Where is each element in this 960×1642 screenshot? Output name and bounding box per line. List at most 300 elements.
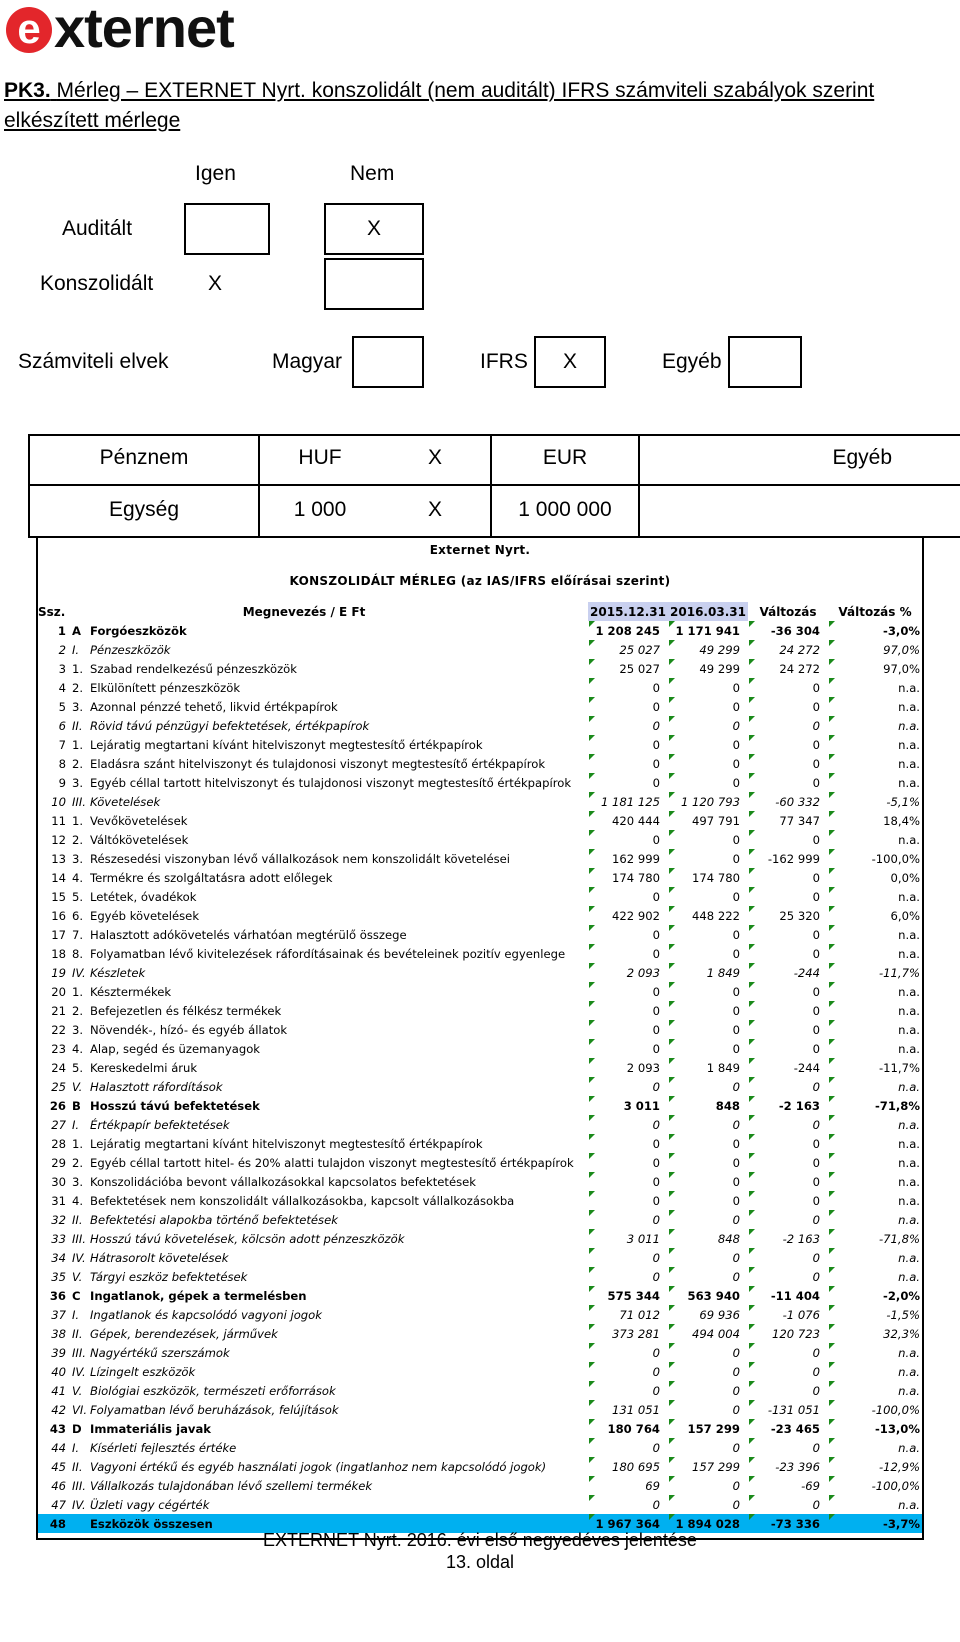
row-value-2015: 0 [588,678,668,697]
row-code: V. [72,1383,83,1398]
row-code: 5. [72,889,84,904]
row-name: Immateriális javak [90,1421,211,1436]
row-change-pct: n.a. [828,1115,922,1134]
row-change-pct: 97,0% [828,640,922,659]
row-change-pct: n.a. [828,944,922,963]
row-code: II. [72,1212,83,1227]
row-code: I. [72,1307,80,1322]
row-change-pct: n.a. [828,982,922,1001]
row-change-pct: 32,3% [828,1324,922,1343]
row-change-pct: n.a. [828,754,922,773]
row-code: C [72,1288,81,1303]
row-change-pct: n.a. [828,1001,922,1020]
row-value-2015: 0 [588,1248,668,1267]
row-value-2016: 0 [668,1134,748,1153]
row-code: 2. [72,680,84,695]
row-change-pct: -3,7% [828,1514,922,1533]
row-value-2015: 162 999 [588,849,668,868]
row-value-2015: 0 [588,716,668,735]
row-value-2016: 0 [668,1438,748,1457]
row-change: 0 [748,1077,828,1096]
row-change-pct: n.a. [828,716,922,735]
row-change-pct: n.a. [828,1343,922,1362]
row-value-2015: 0 [588,887,668,906]
row-value-2015: 575 344 [588,1286,668,1305]
row-ssz: 16 [51,908,66,923]
row-code: 1. [72,984,84,999]
row-value-2015: 0 [588,925,668,944]
table-row [38,1438,922,1457]
table-header-row [38,602,922,621]
row-value-2016: 0 [668,1495,748,1514]
row-change-pct: n.a. [828,1153,922,1172]
row-change-pct: n.a. [828,1381,922,1400]
row-change-pct: -71,8% [828,1229,922,1248]
row-change-pct: 97,0% [828,659,922,678]
row-code: 2. [72,1155,84,1170]
row-change: -244 [748,963,828,982]
row-value-2016: 0 [668,716,748,735]
row-change-pct: n.a. [828,1020,922,1039]
col-date-2016: 2016.03.31 [668,602,748,621]
table-row [38,754,922,773]
row-change-pct: 0,0% [828,868,922,887]
table-row [38,982,922,1001]
row-change-pct: -12,9% [828,1457,922,1476]
table-row [38,621,922,640]
row-value-2016: 494 004 [668,1324,748,1343]
row-ssz: 18 [51,946,66,961]
hungarian-box [352,336,424,388]
row-value-2016: 0 [668,735,748,754]
row-value-2015: 0 [588,1001,668,1020]
table-row [38,1039,922,1058]
ifrs-box [534,336,606,388]
row-name: Befektetések nem konszolidált vállalkozásokba, kapcsolt vállalkozásokba [90,1193,515,1208]
row-ssz: 14 [51,870,66,885]
footer-report-name: EXTERNET Nyrt. 2016. évi első negyedéves jelentése [263,1530,697,1550]
row-ssz: 13 [51,851,66,866]
row-name: Kísérleti fejlesztés értéke [90,1440,237,1455]
row-code: I. [72,642,80,657]
row-change: -11 404 [748,1286,828,1305]
row-value-2016: 0 [668,754,748,773]
table-row [38,849,922,868]
row-value-2016: 0 [668,773,748,792]
balance-sheet-table [38,602,922,1533]
row-value-2015: 0 [588,773,668,792]
row-change-pct: -5,1% [828,792,922,811]
row-change-pct: n.a. [828,1039,922,1058]
row-value-2015: 2 093 [588,963,668,982]
table-row [38,906,922,925]
huf-label: HUF [298,446,342,469]
row-value-2015: 0 [588,830,668,849]
row-value-2016: 0 [668,1476,748,1495]
row-change-pct: 18,4% [828,811,922,830]
unit-label: Egység [108,498,180,521]
row-change: 0 [748,1495,828,1514]
audited-label: Auditált [62,217,133,240]
row-code: A [72,623,81,638]
row-ssz: 21 [51,1003,66,1018]
row-change-pct: -100,0% [828,1476,922,1495]
row-code: 2. [72,832,84,847]
row-change: 24 272 [748,640,828,659]
row-change: 0 [748,1001,828,1020]
row-name: Folyamatban lévő beruházások, felújítások [90,1402,339,1417]
row-name: Hosszú távú követelések, kölcsön adott pénzeszközök [90,1231,405,1246]
row-name: Lejáratig megtartani kívánt hitelviszonyt megtestesítő értékpapírok [90,1136,483,1151]
table-row [38,1286,922,1305]
row-name: Lejáratig megtartani kívánt hitelviszonyt megtestesítő értékpapírok [90,737,483,752]
row-value-2016: 1 849 [668,1058,748,1077]
row-change: 0 [748,1210,828,1229]
row-name: Eladásra szánt hitelviszonyt és tulajdonosi viszonyt megtestesítő értékpapírok [90,756,546,771]
table-row [38,773,922,792]
row-code: 3. [72,1174,84,1189]
row-code: 4. [72,870,84,885]
row-name: Hosszú távú befektetések [90,1098,260,1113]
row-name: Üzleti vagy cégérték [90,1497,210,1512]
row-value-2015: 0 [588,1039,668,1058]
row-code: 8. [72,946,84,961]
row-value-2016: 0 [668,1172,748,1191]
row-value-2015: 0 [588,1210,668,1229]
row-name: Halasztott adókövetelés várhatóan megtérülő összege [90,927,407,942]
row-change-pct: n.a. [828,1267,922,1286]
row-change: 0 [748,754,828,773]
row-code: 2. [72,1003,84,1018]
row-ssz: 22 [51,1022,66,1037]
row-ssz: 25 [51,1079,66,1094]
row-value-2015: 0 [588,1343,668,1362]
table-row [38,925,922,944]
row-value-2015: 1 967 364 [588,1514,668,1533]
row-value-2015: 3 011 [588,1096,668,1115]
row-change-pct: -13,0% [828,1419,922,1438]
col-ssz: Ssz. [38,604,66,619]
row-value-2015: 422 902 [588,906,668,925]
row-change: -1 076 [748,1305,828,1324]
table-row [38,1400,922,1419]
other-principles-label: Egyéb [662,350,722,373]
row-change-pct: n.a. [828,925,922,944]
row-ssz: 7 [58,737,66,752]
row-ssz: 48 [38,1514,70,1533]
row-value-2015: 0 [588,1077,668,1096]
row-value-2016: 0 [668,1400,748,1419]
row-ssz: 39 [51,1345,66,1360]
table-row [38,640,922,659]
row-ssz: 11 [51,813,66,828]
table-row [38,678,922,697]
row-change: 0 [748,868,828,887]
row-ssz: 17 [51,927,66,942]
row-value-2016: 49 299 [668,640,748,659]
table-row [38,963,922,982]
table-row [38,1115,922,1134]
row-name: Rövid távú pénzügyi befektetések, értékpapírok [90,718,370,733]
audited-yes-box [184,203,270,255]
currency-unit-grid [28,434,960,538]
row-change-pct: -2,0% [828,1286,922,1305]
table-row [38,1457,922,1476]
row-value-2015: 0 [588,1191,668,1210]
row-code: V. [72,1269,83,1284]
row-change-pct: n.a. [828,1077,922,1096]
row-ssz: 44 [51,1440,66,1455]
row-name: Vállalkozás tulajdonában lévő szellemi termékek [90,1478,373,1493]
row-ssz: 32 [51,1212,66,1227]
row-value-2015: 0 [588,697,668,716]
row-value-2015: 0 [588,1267,668,1286]
table-row [38,716,922,735]
table-row [38,1495,922,1514]
table-row [38,1381,922,1400]
unit-thousand-label: 1 000 [293,498,347,521]
row-code: D [72,1421,82,1436]
row-code: I. [72,1117,80,1132]
row-code: III. [72,794,86,809]
row-change-pct: n.a. [828,678,922,697]
row-name: Részesedési viszonyban lévő vállalkozások nem konszolidált követelései [90,851,510,866]
row-change: -2 163 [748,1096,828,1115]
row-name: Alap, segéd és üzemanyagok [90,1041,261,1056]
row-change-pct: n.a. [828,1438,922,1457]
row-change: -23 396 [748,1457,828,1476]
row-value-2015: 71 012 [588,1305,668,1324]
row-code: 3. [72,699,84,714]
row-value-2015: 1 208 245 [588,621,668,640]
row-name: Szabad rendelkezésű pénzeszközök [90,661,297,676]
row-change: 0 [748,1153,828,1172]
row-ssz: 29 [51,1155,66,1170]
title-text: Mérleg – EXTERNET Nyrt. konszolidált (nem auditált) IFRS számviteli szabályok szerint elkészített mérlege [4,79,875,132]
row-name: Befejezetlen és félkész termékek [90,1003,282,1018]
hungarian-label: Magyar [272,350,343,373]
row-code: 3. [72,775,84,790]
row-change-pct: 6,0% [828,906,922,925]
row-code: 3. [72,851,84,866]
row-name: Váltókövetelések [90,832,189,847]
table-row [38,1419,922,1438]
row-value-2015: 373 281 [588,1324,668,1343]
row-ssz: 24 [51,1060,66,1075]
row-name: Ingatlanok és kapcsolódó vagyoni jogok [90,1307,322,1322]
row-code: 6. [72,908,84,923]
row-value-2015: 420 444 [588,811,668,830]
row-ssz: 41 [51,1383,66,1398]
yes-label: Igen [195,162,236,185]
row-value-2015: 180 695 [588,1457,668,1476]
table-row [38,659,922,678]
row-change-pct: n.a. [828,1191,922,1210]
row-value-2016: 1 849 [668,963,748,982]
row-code: I. [72,1440,80,1455]
row-value-2016: 0 [668,1020,748,1039]
balance-sheet-title: KONSZOLIDÁLT MÉRLEG (az IAS/IFRS előírásai szerint) [289,574,671,588]
table-row [38,1134,922,1153]
row-name: Vevőkövetelések [90,813,188,828]
table-row [38,1248,922,1267]
row-change: 0 [748,1115,828,1134]
row-ssz: 12 [51,832,66,847]
row-code: 3. [72,1022,84,1037]
row-value-2015: 69 [588,1476,668,1495]
row-value-2015: 131 051 [588,1400,668,1419]
externet-logo [6,0,234,59]
row-change-pct: n.a. [828,830,922,849]
consolidated-no-box [324,258,424,310]
row-change-pct: -100,0% [828,1400,922,1419]
row-value-2016: 0 [668,1039,748,1058]
no-label: Nem [350,162,395,185]
row-change-pct: -1,5% [828,1305,922,1324]
row-code: IV. [72,965,86,980]
row-name: Vagyoni értékű és egyéb használati jogok (ingatlanhoz nem kapcsolódó jogok) [90,1459,547,1474]
row-value-2016: 0 [668,925,748,944]
row-change: 0 [748,887,828,906]
row-change: 25 320 [748,906,828,925]
row-change: 120 723 [748,1324,828,1343]
row-change: 0 [748,925,828,944]
row-value-2015: 0 [588,1153,668,1172]
row-name: Egyéb céllal tartott hitel- és 20% alatti tulajdon viszonyt megtestesítő értékpapírok [90,1155,574,1170]
row-value-2015: 25 027 [588,659,668,678]
consolidated-yes-mark: X [208,272,223,295]
col-date-2015: 2015.12.31 [588,602,668,621]
row-change-pct: -11,7% [828,963,922,982]
row-code: V. [72,1079,83,1094]
row-change-pct: n.a. [828,1172,922,1191]
row-name: Biológiai eszközök, természeti erőforrások [90,1383,336,1398]
row-value-2016: 157 299 [668,1419,748,1438]
unit-thousand-mark: X [427,498,442,521]
row-code: III. [72,1231,86,1246]
col-name: Megnevezés / E Ft [242,604,366,619]
row-code: 4. [72,1193,84,1208]
row-value-2016: 0 [668,1077,748,1096]
row-value-2016: 848 [668,1229,748,1248]
table-row [38,1020,922,1039]
row-name: Forgóeszközök [90,623,187,638]
row-name: Letétek, óvadékok [90,889,197,904]
row-value-2016: 497 791 [668,811,748,830]
row-ssz: 3 [58,661,66,676]
table-row [38,811,922,830]
row-name: Követelések [90,794,161,809]
row-value-2015: 25 027 [588,640,668,659]
consolidated-label: Konszolidált [40,272,154,295]
row-change: 0 [748,1020,828,1039]
row-value-2015: 0 [588,735,668,754]
row-change-pct: n.a. [828,1495,922,1514]
unit-million-label: 1 000 000 [518,498,612,521]
row-value-2016: 0 [668,1381,748,1400]
row-change-pct: n.a. [828,1134,922,1153]
row-change: 0 [748,678,828,697]
row-ssz: 37 [51,1307,66,1322]
row-value-2016: 1 120 793 [668,792,748,811]
table-row [38,1343,922,1362]
huf-mark: X [427,446,442,469]
row-change: 77 347 [748,811,828,830]
row-value-2016: 0 [668,1191,748,1210]
table-row [38,1210,922,1229]
row-change-pct: n.a. [828,1362,922,1381]
row-name: Konszolidációba bevont vállalkozásokkal kapcsolatos befektetések [90,1174,476,1189]
row-change: 0 [748,1191,828,1210]
audited-no-mark: X [366,217,381,240]
row-value-2015: 2 093 [588,1058,668,1077]
row-name: Készletek [90,965,146,980]
row-code: 5. [72,1060,84,1075]
footer-page-number: 13. oldal [445,1552,515,1572]
table-row [38,944,922,963]
row-change: 24 272 [748,659,828,678]
row-value-2015: 180 764 [588,1419,668,1438]
row-value-2016: 49 299 [668,659,748,678]
row-change-pct: n.a. [828,735,922,754]
row-change: -23 465 [748,1419,828,1438]
row-code: 1. [72,737,84,752]
row-ssz: 36 [49,1288,66,1303]
logo-wordmark: xternet [54,0,234,59]
row-code: II. [72,1326,83,1341]
row-change-pct: -11,7% [828,1058,922,1077]
row-change-pct: n.a. [828,1248,922,1267]
row-value-2015: 0 [588,754,668,773]
row-value-2016: 563 940 [668,1286,748,1305]
row-change: 0 [748,1134,828,1153]
row-value-2015: 1 181 125 [588,792,668,811]
row-ssz: 23 [51,1041,66,1056]
row-ssz: 8 [58,756,66,771]
row-value-2015: 0 [588,1134,668,1153]
row-change: 0 [748,1248,828,1267]
row-value-2015: 3 011 [588,1229,668,1248]
row-name: Elkülönített pénzeszközök [90,680,241,695]
company-name: Externet Nyrt. [429,543,531,557]
row-change: 0 [748,716,828,735]
row-value-2016: 157 299 [668,1457,748,1476]
other-principles-box [728,336,802,388]
eur-label: EUR [542,446,588,469]
row-change: 0 [748,697,828,716]
row-change: 0 [748,1172,828,1191]
row-change: -73 336 [748,1514,828,1533]
row-name: Ingatlanok, gépek a termelésben [90,1288,307,1303]
row-value-2016: 0 [668,1001,748,1020]
row-change: -2 163 [748,1229,828,1248]
row-change: -131 051 [748,1400,828,1419]
row-name: Egyéb követelések [90,908,200,923]
row-value-2015: 0 [588,982,668,1001]
currency-label: Pénznem [99,446,189,469]
row-change: 0 [748,982,828,1001]
row-name: Egyéb céllal tartott hitelviszonyt és tulajdonosi viszonyt megtestesítő értékpapírok [90,775,572,790]
row-ssz: 35 [51,1269,66,1284]
row-change: 0 [748,1438,828,1457]
row-name: Halasztott ráfordítások [90,1079,223,1094]
document-title [4,76,958,136]
row-ssz: 31 [51,1193,66,1208]
row-name: Értékpapír befektetések [90,1117,230,1132]
row-change-pct: -71,8% [828,1096,922,1115]
table-row [38,1096,922,1115]
row-value-2015: 0 [588,1381,668,1400]
